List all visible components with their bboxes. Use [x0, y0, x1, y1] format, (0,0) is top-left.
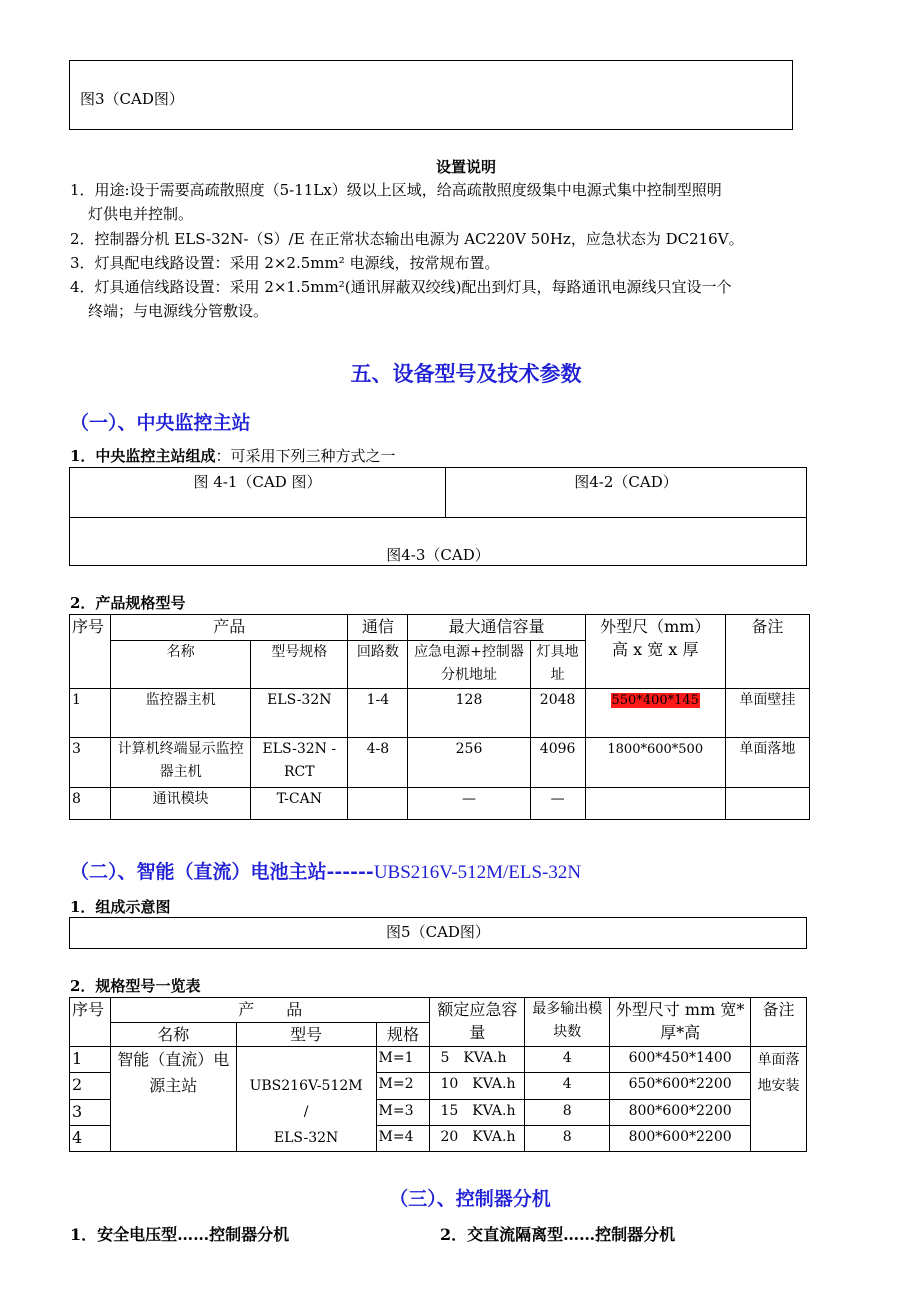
cell-loops: 1-4 — [348, 689, 408, 738]
header-seq: 序号 — [70, 615, 111, 689]
setup-item-cont: 终端；与电源线分管敷设。 — [88, 302, 269, 320]
figure5-label: 图5（CAD图） — [386, 923, 490, 941]
cell-loops — [348, 788, 408, 820]
setup-item-cont: 灯供电并控制。 — [88, 205, 194, 223]
figure42-label: 图4-2（CAD） — [574, 473, 678, 491]
header-lamp: 灯具地址 — [530, 641, 585, 689]
cell-spec: M=1 — [376, 1047, 430, 1073]
cell-cap: 15 KVA.h — [430, 1099, 525, 1125]
battery-spec-table — [69, 997, 807, 1152]
sub2-item2: 2．规格型号一览表 — [70, 977, 201, 995]
cell-cap: 20 KVA.h — [430, 1125, 525, 1151]
item2-title: 2．产品规格型号 — [70, 594, 186, 612]
setup-item-text: 灯具配电线路设置：采用 2×2.5mm² 电源线，按常规布置。 — [94, 254, 500, 272]
header-size: 外型尺寸 mm 宽*厚*高 — [610, 998, 751, 1047]
table-row — [70, 738, 810, 788]
header-size-line2: 高 x 宽 x 厚 — [612, 640, 699, 659]
cell-spec: M=2 — [376, 1073, 430, 1099]
section5-title: 五、设备型号及技术参数 — [350, 361, 582, 386]
cell-cap: 10 KVA.h — [430, 1073, 525, 1099]
setup-item-1 — [70, 178, 870, 226]
setup-item-num: 2． — [70, 230, 95, 248]
sub1-title: （一）、中央监控主站 — [70, 412, 251, 434]
cell-seq: 3 — [70, 1099, 111, 1125]
cell-name: 通讯模块 — [111, 788, 251, 820]
setup-item-text: 用途:设于需要高疏散照度（5-11Lx）级以上区域，给高疏散照度级集中电源式集中控制型照明 — [94, 181, 722, 199]
cell-size — [585, 689, 725, 738]
sub2-item1: 1．组成示意图 — [70, 898, 171, 916]
sub1-item1-rest: ：可采用下列三种方式之一 — [215, 447, 396, 465]
cell-model: ELS-32N -RCT — [251, 738, 348, 788]
cell-spec: M=4 — [376, 1125, 430, 1151]
sub3-title: （三）、控制器分机 — [389, 1188, 551, 1210]
header-seq: 序号 — [70, 998, 111, 1047]
header-emerg: 应急电源+控制器分机地址 — [408, 641, 530, 689]
sub3-left: 1．安全电压型……控制器分机 — [70, 1225, 290, 1244]
cell-size — [585, 788, 725, 820]
cell-lamp: 2048 — [530, 689, 585, 738]
header-model: 型号 — [236, 1023, 376, 1047]
figure3-placeholder — [69, 60, 793, 130]
cell-note: 单面壁挂 — [725, 689, 809, 738]
cell-seq: 4 — [70, 1125, 111, 1151]
header-size — [585, 615, 725, 689]
setup-item-num: 1． — [70, 181, 95, 199]
cell-loops: 4-8 — [348, 738, 408, 788]
cell-name: 智能（直流）电源主站 — [110, 1047, 236, 1152]
setup-item-2 — [70, 227, 870, 251]
cell-size: 600*450*1400 — [610, 1047, 751, 1073]
header-note: 备注 — [751, 998, 807, 1047]
cell-seq: 1 — [70, 1047, 111, 1073]
header-note: 备注 — [725, 615, 809, 689]
setup-title: 设置说明 — [435, 158, 496, 176]
cell-model: T-CAN — [251, 788, 348, 820]
cell-emerg: 256 — [408, 738, 530, 788]
setup-item-text: 控制器分机 ELS-32N-（S）/E 在正常状态输出电源为 AC220V 50Hz，应急状态为 DC216V。 — [94, 230, 744, 248]
cell-model — [236, 1047, 376, 1152]
cell-spec: M=3 — [376, 1099, 430, 1125]
cell-note — [725, 788, 809, 820]
header-model: 型号规格 — [251, 641, 348, 689]
setup-item-num: 4． — [70, 278, 95, 296]
cell-emerg: 128 — [408, 689, 530, 738]
header-product: 产 品 — [110, 998, 430, 1023]
setup-item-3 — [70, 251, 870, 275]
model-line-b: / — [303, 1104, 309, 1120]
sub2-title — [70, 857, 581, 884]
setup-item-text: 灯具通信线路设置：采用 2×1.5mm²(通讯屏蔽双绞线)配出到灯具，每路通讯电源线只宜设一个 — [94, 278, 732, 296]
model-line-a: UBS216V-512M — [249, 1078, 363, 1094]
cell-lamp: — — [530, 788, 585, 820]
table-row — [70, 1047, 807, 1073]
cell-seq: 8 — [70, 788, 111, 820]
sub3-right: 2．交直流隔离型……控制器分机 — [440, 1225, 676, 1244]
cell-modules: 4 — [525, 1047, 610, 1073]
header-size-line1: 外型尺（mm） — [600, 617, 711, 636]
figure4-grid — [69, 467, 807, 566]
header-name: 名称 — [111, 641, 251, 689]
cell-size: 800*600*2200 — [610, 1099, 751, 1125]
cell-name: 计算机终端显示监控器主机 — [111, 738, 251, 788]
sub1-item1 — [70, 445, 395, 466]
cell-seq: 2 — [70, 1073, 111, 1099]
cell-name: 监控器主机 — [111, 689, 251, 738]
cell-modules: 4 — [525, 1073, 610, 1099]
cell-emerg: — — [408, 788, 530, 820]
figure5-placeholder — [69, 917, 807, 949]
cell-modules: 8 — [525, 1125, 610, 1151]
cell-note: 单面落地 — [725, 738, 809, 788]
setup-item-4 — [70, 275, 870, 323]
figure3-label: 图3（CAD图） — [80, 90, 184, 108]
header-modules: 最多输出模块数 — [525, 998, 610, 1047]
header-name: 名称 — [110, 1023, 236, 1047]
model-line-c: ELS-32N — [273, 1130, 339, 1146]
size-highlight: 550*400*145 — [611, 693, 699, 708]
cell-size: 800*600*2200 — [610, 1125, 751, 1151]
cell-size: 1800*600*500 — [585, 738, 725, 788]
setup-item-num: 3． — [70, 254, 95, 272]
figure43-label: 图4-3（CAD） — [386, 546, 490, 564]
sub1-item1-bold: 1．中央监控主站组成 — [70, 447, 216, 465]
cell-note: 单面落地安装 — [751, 1047, 807, 1152]
header-comm: 通信 — [348, 615, 408, 641]
product-spec-table — [69, 614, 810, 820]
cell-lamp: 4096 — [530, 738, 585, 788]
figure41-label: 图 4-1（CAD 图） — [193, 473, 322, 491]
table-row — [70, 788, 810, 820]
cell-modules: 8 — [525, 1099, 610, 1125]
cell-model: ELS-32N — [251, 689, 348, 738]
cell-size: 650*600*2200 — [610, 1073, 751, 1099]
header-spec: 规格 — [376, 1023, 430, 1047]
sub2-title-cn: （二）、智能（直流）电池主站------ — [70, 861, 374, 883]
cell-cap: 5 KVA.h — [430, 1047, 525, 1073]
cell-seq: 3 — [70, 738, 111, 788]
header-cap: 额定应急容量 — [430, 998, 525, 1047]
header-loops: 回路数 — [348, 641, 408, 689]
sub2-title-model: UBS216V-512M/ELS-32N — [373, 862, 582, 883]
cell-seq: 1 — [70, 689, 111, 738]
table-row — [70, 689, 810, 738]
header-product: 产品 — [111, 615, 348, 641]
header-maxcap: 最大通信容量 — [408, 615, 585, 641]
